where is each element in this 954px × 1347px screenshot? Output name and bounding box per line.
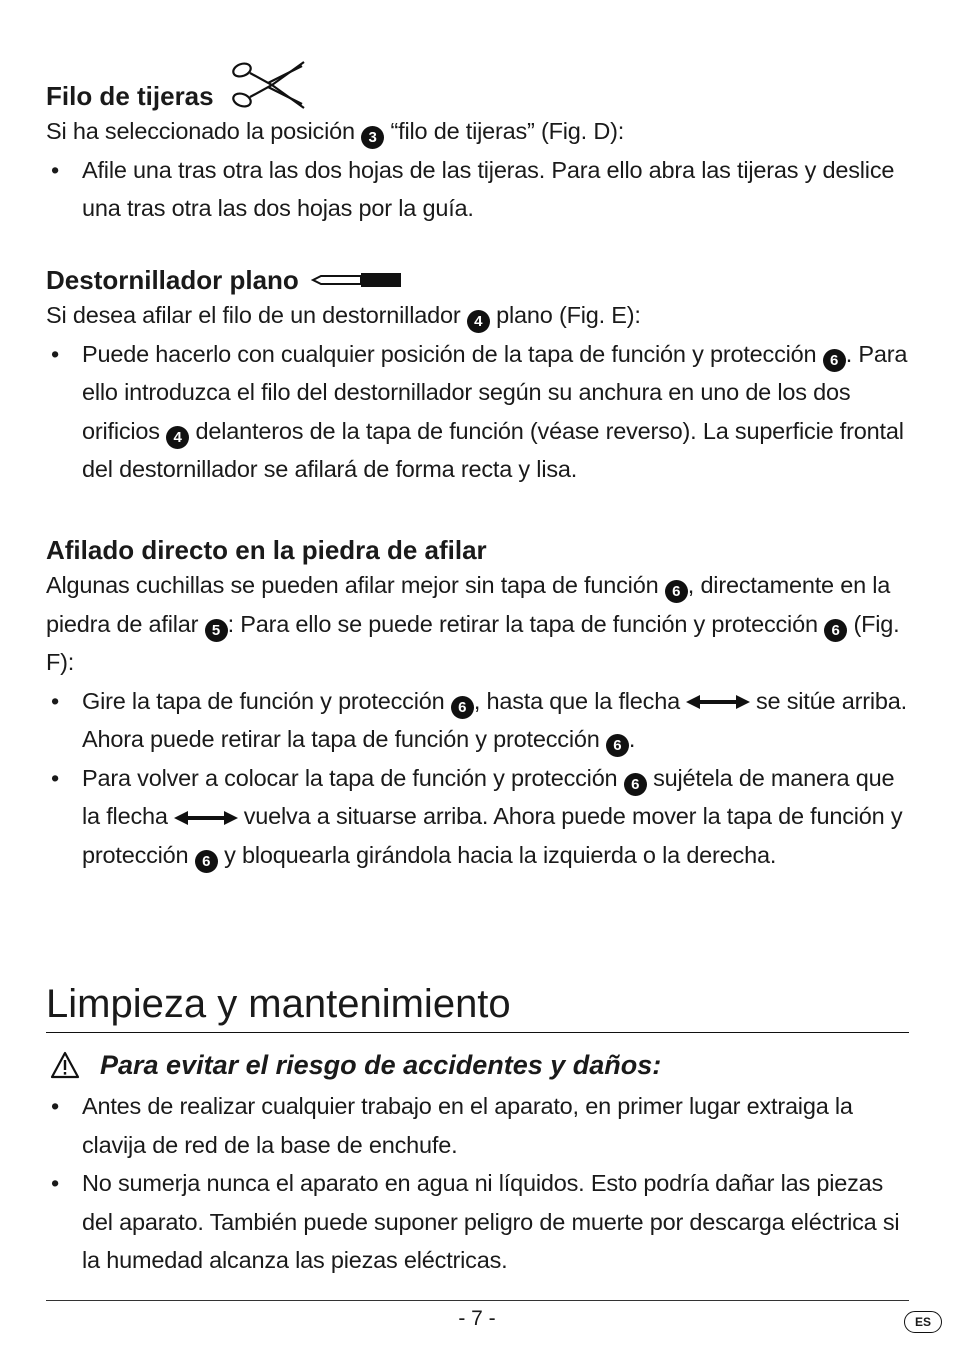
text: “filo de tijeras” (Fig. D): — [384, 118, 625, 144]
scissors-icon — [228, 56, 308, 112]
bullet-text — [82, 759, 909, 875]
section-title: Limpieza y mantenimiento — [46, 980, 909, 1033]
heading-screwdriver — [46, 264, 909, 296]
text: Si ha seleccionado la posición — [46, 118, 362, 144]
num-badge: 4 — [166, 426, 189, 449]
text: plano (Fig. E): — [489, 302, 641, 328]
text: . Para ello introduzca el filo del destornillador según su anchura en uno de los dos orificios — [82, 340, 908, 444]
bullet-text: Afile una tras otra las dos hojas de las tijeras. Para ello abra las tijeras y deslice una tras otra las dos hojas por la guía. — [82, 156, 895, 221]
screwdriver-intro — [46, 296, 909, 335]
text: (Fig. F): — [46, 610, 900, 675]
heading-direct — [46, 534, 909, 566]
text: , directamente en la piedra de afilar — [46, 572, 891, 637]
text: sujétela de manera que la flecha — [82, 764, 895, 829]
section-screwdriver — [46, 264, 909, 489]
list-item — [46, 151, 909, 228]
direct-intro — [46, 566, 909, 682]
double-arrow-icon — [174, 811, 238, 825]
bullet-text — [82, 335, 909, 489]
page-number: - 7 - — [458, 1307, 496, 1330]
heading-text: Afilado directo en la piedra de afilar — [46, 535, 487, 565]
bullet-dot: • — [51, 156, 60, 183]
list-item — [46, 1164, 909, 1280]
double-arrow-icon — [686, 695, 750, 709]
list-item — [46, 335, 909, 489]
footer-divider — [46, 1300, 909, 1301]
heading-scissors — [46, 56, 909, 112]
text: Si desea afilar el filo de un destornillador — [46, 302, 467, 328]
text: se sitúe arriba. Ahora puede retirar la tapa de función y protección — [82, 687, 907, 752]
list-item — [46, 1087, 909, 1164]
bullet-dot: • — [51, 1093, 60, 1119]
text: . — [628, 726, 636, 752]
list-item — [46, 682, 909, 759]
text: Algunas cuchillas se pueden afilar mejor sin tapa de función — [46, 572, 665, 598]
section-scissors — [46, 56, 909, 228]
list-item — [46, 759, 909, 875]
text: Para volver a colocar la tapa de función y protección — [82, 764, 624, 791]
num-badge: 6 — [606, 734, 629, 757]
num-badge: 5 — [205, 619, 228, 642]
num-badge: 6 — [195, 850, 218, 873]
num-badge: 4 — [467, 310, 490, 333]
language-badge: ES — [904, 1311, 942, 1333]
num-badge: 3 — [361, 126, 384, 149]
num-badge: 6 — [451, 696, 474, 719]
text: Puede hacerlo con cualquier posición de la tapa de función y protección — [82, 340, 823, 367]
heading-text: Destornillador plano — [46, 265, 299, 295]
warning-text: Para evitar el riesgo de accidentes y daños: — [100, 1050, 662, 1080]
text: delanteros de la tapa de función (véase reverso). La superficie frontal del destornillador se afilará de forma recta y lisa. — [82, 417, 904, 482]
warning-triangle-icon — [50, 1051, 80, 1079]
text: vuelva a situarse arriba. Ahora puede mover la tapa de función y protección — [82, 803, 903, 868]
bullet-dot: • — [51, 764, 60, 791]
bullet-dot: • — [51, 1170, 60, 1196]
num-badge: 6 — [665, 580, 688, 603]
num-badge: 6 — [624, 773, 647, 796]
warning-heading — [46, 1047, 909, 1083]
bullet-dot: • — [51, 340, 60, 367]
bullet-dot: • — [51, 687, 60, 714]
section-direct — [46, 534, 909, 874]
num-badge: 6 — [824, 619, 847, 642]
text: y bloquearla girándola hacia la izquierda o la derecha. — [217, 841, 777, 868]
bullet-text: Antes de realizar cualquier trabajo en el aparato, en primer lugar extraiga la clavija de red de la base de enchufe. — [82, 1093, 853, 1158]
text: : Para ello se puede retirar la tapa de función y protección — [227, 610, 825, 637]
screwdriver-icon — [311, 268, 403, 292]
section-cleaning — [46, 980, 909, 1280]
scissors-intro — [46, 112, 909, 151]
heading-text: Filo de tijeras — [46, 81, 214, 111]
bullet-text — [82, 682, 909, 759]
num-badge: 6 — [823, 349, 846, 372]
text: Gire la tapa de función y protección — [82, 687, 451, 714]
text: , hasta que la flecha — [473, 687, 680, 714]
bullet-text: No sumerja nunca el aparato en agua ni líquidos. Esto podría dañar las piezas del aparato. También puede suponer peligro de muerte por descarga eléctrica si la humedad alcanza las piezas eléctricas. — [82, 1170, 900, 1273]
